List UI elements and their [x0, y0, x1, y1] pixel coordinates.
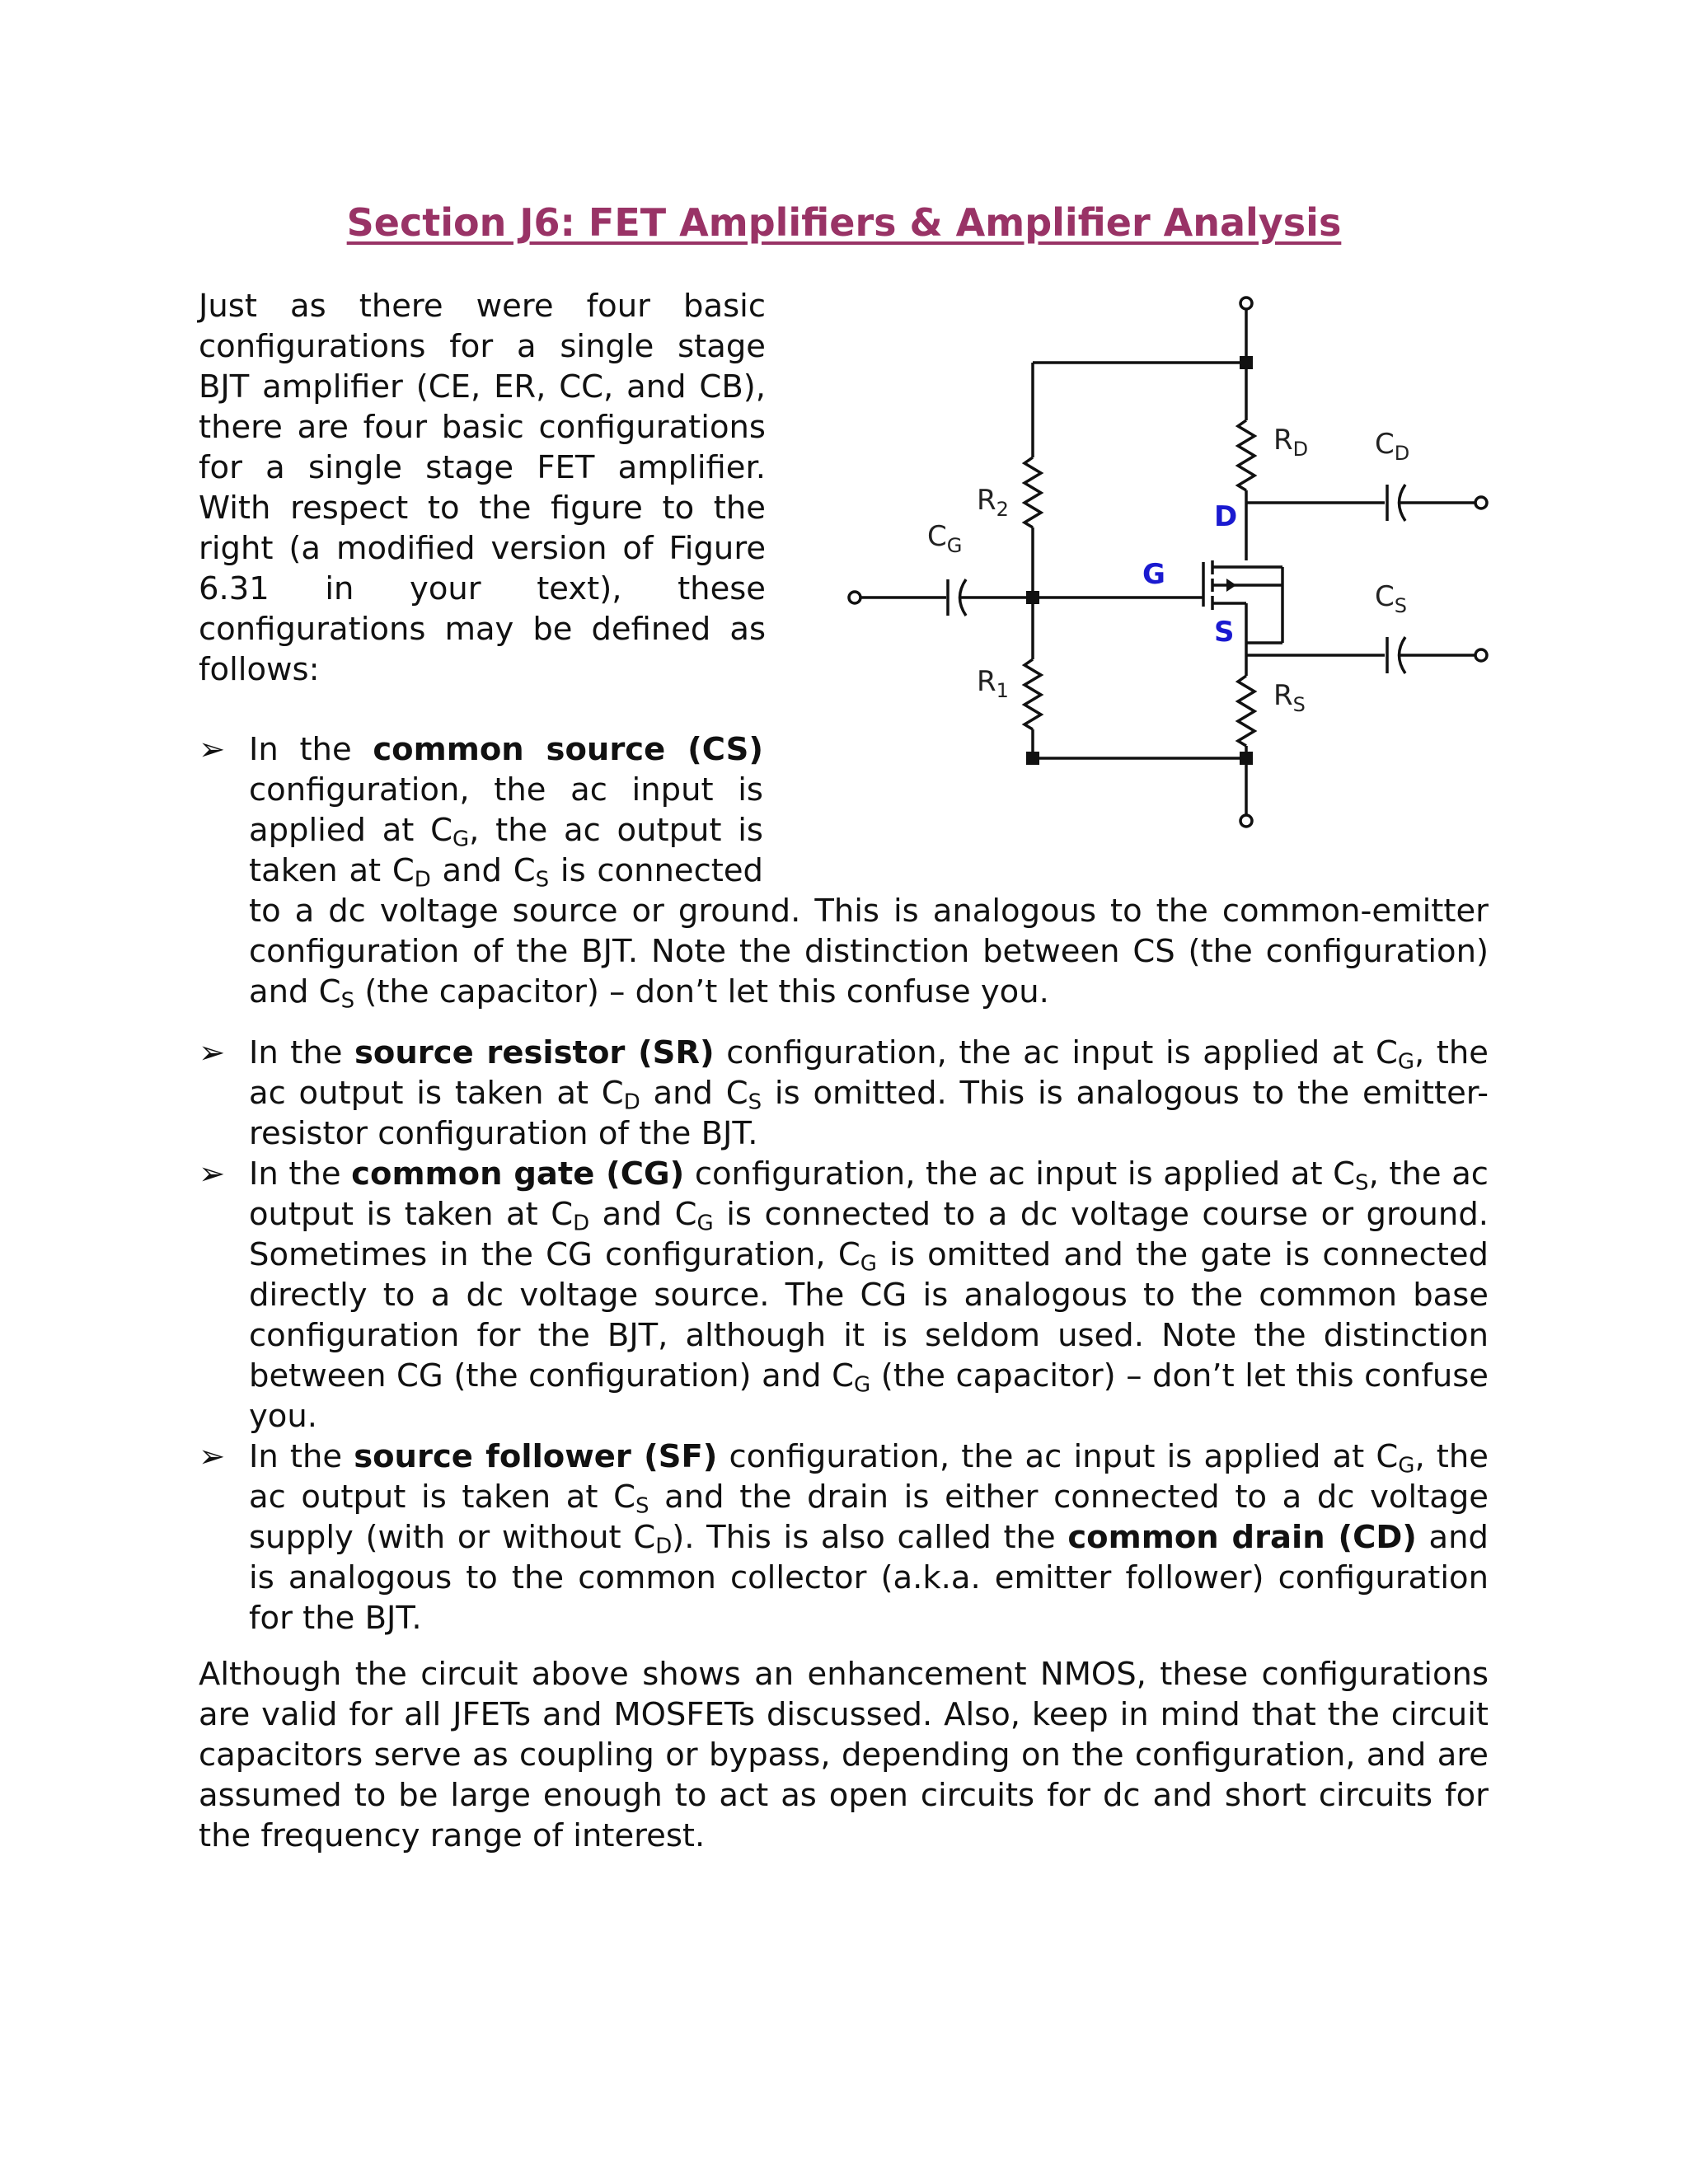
bullet-common-source [199, 729, 1489, 1012]
bullet-list [199, 1033, 1489, 1638]
junction-dot [1240, 356, 1253, 369]
intro-paragraph [199, 286, 766, 690]
section-title: Section J6: FET Amplifiers & Amplifier Analysis [346, 200, 1342, 245]
arrow-bullet-icon: ➢ [199, 731, 226, 768]
cg-input-terminal [849, 592, 860, 603]
figure-float-spacer [763, 729, 1489, 891]
arrow-bullet-icon: ➢ [199, 1438, 226, 1475]
cs-label: $C_S$ [1375, 580, 1407, 617]
arrow-bullet-icon: ➢ [199, 1034, 226, 1071]
cs-output-terminal [1475, 649, 1487, 661]
intro-text: Just as there were four basic configurations for a single stage BJT amplifier (CE, ER, CC, and CB), there are four basic configurations for a single stage FET amplifier. With respect to the figure to the right (a modified version of Figure 6.31 in your text), these configurations may be defined as follows: [199, 288, 766, 688]
rd-resistor [1238, 420, 1254, 490]
rs-label: $R_S$ [1273, 679, 1306, 716]
list-item: ➢ In the common source (CS) configuration, the ac input is applied at $C_G$, the ac output is taken at $C_D$ and $C_S$ is connected to a dc voltage source or ground. This is analogous to the common-emitter configuration of the BJT. Note the distinction between CS (the configuration) and $C_S$ (the capacitor) – don’t let this confuse you. [199, 731, 1489, 1014]
cd-output-terminal [1475, 497, 1487, 509]
cg-label: $C_G$ [927, 520, 963, 557]
term-source-follower: source follower (SF) [354, 1438, 718, 1475]
r1-resistor [1025, 659, 1041, 729]
pin-d-label: D [1214, 500, 1238, 533]
r1-label: $R_1$ [977, 665, 1009, 702]
vdd-terminal [1240, 298, 1252, 309]
bullet-source-resistor: ➢ In the source resistor (SR) configuration, the ac input is applied at $C_G$, the ac output is taken at $C_D$ and $C_S$ is omitted. This is analogous to the emitter-resistor configuration of the BJT. [199, 1034, 1489, 1152]
rd-label: $R_D$ [1273, 424, 1309, 461]
r2-label: $R_2$ [977, 484, 1009, 521]
term-source-resistor: source resistor (SR) [354, 1034, 715, 1071]
term-common-source: common source (CS) [373, 731, 763, 768]
pin-g-label: G [1142, 558, 1165, 591]
term-common-drain: common drain (CD) [1067, 1519, 1417, 1556]
pin-s-label: S [1214, 616, 1235, 649]
mosfet-arrow [1226, 579, 1236, 592]
r2-resistor [1025, 457, 1041, 527]
cd-label: $C_D$ [1375, 428, 1410, 465]
bullet-source-follower: ➢ In the source follower (SF) configuration, the ac input is applied at $C_G$, the ac output is taken at $C_S$ and the drain is either connected to a dc voltage supply (with or without $C_D$). This is also called the common drain (CD) and is analogous to the common collector (a.k.a. emitter follower) configuration for the BJT. [199, 1438, 1489, 1637]
junction-dot [1026, 591, 1039, 604]
arrow-bullet-icon: ➢ [199, 1155, 226, 1193]
term-common-gate: common gate (CG) [351, 1155, 685, 1193]
closing-paragraph: Although the circuit above shows an enhancement NMOS, these configurations are valid for all JFETs and MOSFETs discussed. Also, keep in mind that the circuit capacitors serve as coupling or bypass, depending on the configuration, and are assumed to be large enough to act as open circuits for dc and short circuits for the frequency range of interest. [199, 1656, 1489, 1854]
bullet-common-gate: ➢ In the common gate (CG) configuration, the ac input is applied at $C_S$, the ac output is taken at $C_D$ and $C_G$ is connected to a dc voltage course or ground. Sometimes in the CG configuration, $C_G$ is omitted and the gate is connected directly to a dc voltage source. The CG is analogous to the common base configuration for the BJT, although it is seldom used. Note the distinction between CG (the configuration) and $C_G$ (the capacitor) – don’t let this confuse you. [199, 1155, 1489, 1435]
